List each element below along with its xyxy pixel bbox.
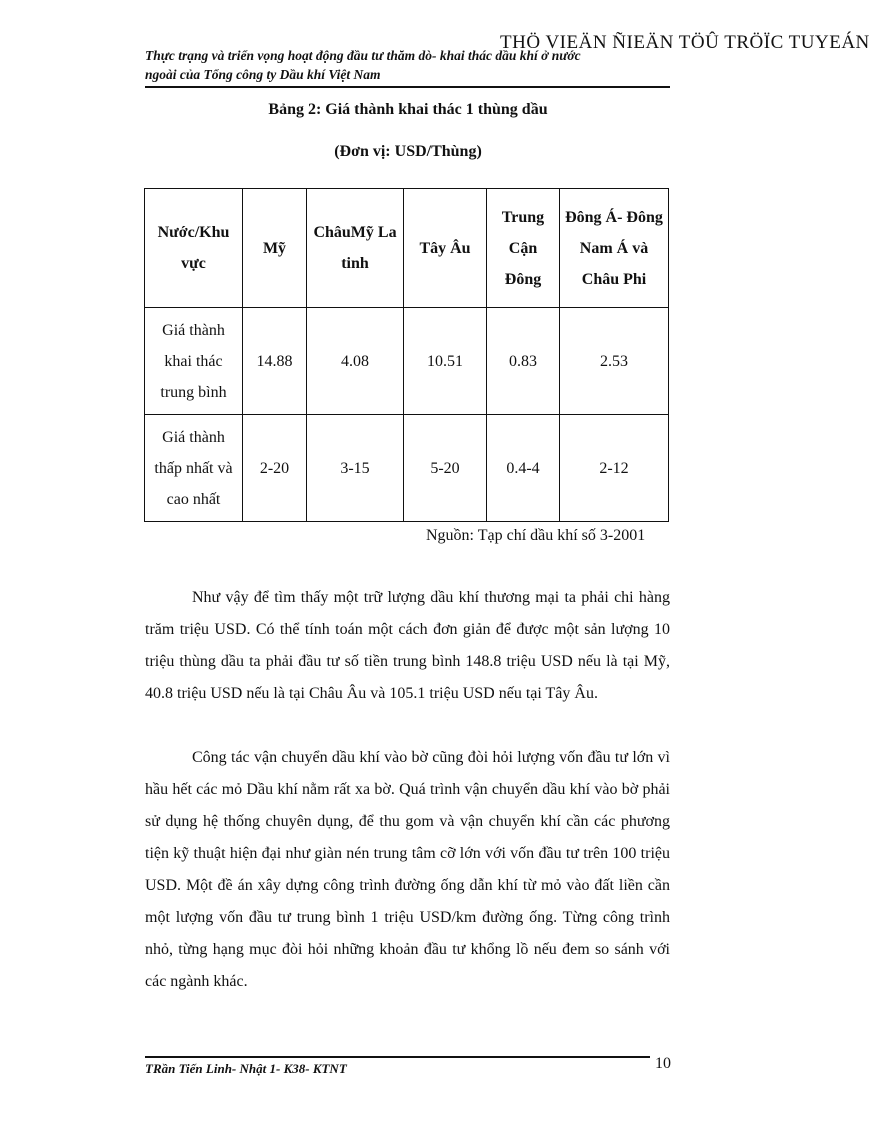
row-label: Giá thành khai thác trung bình [145,308,243,415]
table-cell: 10.51 [404,308,487,415]
header-line-2: ngoài của Tổng công ty Dầu khí Việt Nam [145,67,381,82]
footer-author: TRần Tiến Linh- Nhật 1- K38- KTNT [145,1061,347,1076]
header-divider [145,86,670,88]
running-header [145,46,675,84]
header-cell-western-europe: Tây Âu [404,189,487,308]
table-cell: 2-12 [560,415,669,522]
header-cell-asia-africa: Đông Á- Đông Nam Á và Châu Phi [560,189,669,308]
table-cell: 0.83 [487,308,560,415]
table-cell: 14.88 [243,308,307,415]
header-cell-latin-america: ChâuMỹ La tinh [307,189,404,308]
table-row [145,415,669,522]
header-cell-usa: Mỹ [243,189,307,308]
body-paragraph: Công tác vận chuyển dầu khí vào bờ cũng đòi hỏi lượng vốn đầu tư lớn vì hầu hết các mỏ Dầu khí nằm rất xa bờ. Quá trình vận chuyển dầu khí vào bờ phải sử dụng hệ thống chuyên dụng, để thu gom và vận chuyển khí cần các phương tiện kỹ thuật hiện đại như giàn nén trung tâm cỡ lớn với vốn đầu tư trên 100 triệu USD. Một đề án xây dựng công trình đường ống dẫn khí từ mỏ vào đất liền cần một lượng vốn đầu tư trung bình 1 triệu USD/km đường ống. Từng công trình nhỏ, từng hạng mục đòi hỏi những khoản đầu tư khổng lồ nếu đem so sánh với các ngành khác. [145,749,670,990]
page-number: 10 [655,1055,671,1072]
table-header-row [145,189,669,308]
watermark-text: THÖ VIEÄN ÑIEÄN TÖÛ TRÖÏC TUYEÁN [500,32,870,53]
header-line-1: Thực trạng và triển vọng hoạt động đầu tư thăm dò- khai thác dầu khí ở nước [145,48,581,63]
table-cell: 5-20 [404,415,487,522]
header-cell-region: Nước/Khu vực [145,189,243,308]
table-title: Bảng 2: Giá thành khai thác 1 thùng dầu [268,101,548,118]
table-unit: (Đơn vị: USD/Thùng) [334,143,482,160]
table-cell: 3-15 [307,415,404,522]
table-cell: 4.08 [307,308,404,415]
body-paragraph: Như vậy để tìm thấy một trữ lượng dầu khí thương mại ta phải chi hàng trăm triệu USD. Có thể tính toán một cách đơn giản để được một sản lượng 10 triệu thùng dầu ta phải đầu tư số tiền trung bình 148.8 triệu USD nếu là tại Mỹ, 40.8 triệu USD nếu là tại Châu Âu và 105.1 triệu USD nếu tại Tây Âu. [145,589,670,702]
table-cell: 0.4-4 [487,415,560,522]
table-cell: 2.53 [560,308,669,415]
header-cell-middle-east: Trung Cận Đông [487,189,560,308]
row-label: Giá thành thấp nhất và cao nhất [145,415,243,522]
table-source: Nguồn: Tạp chí dầu khí số 3-2001 [426,527,646,544]
table-cell: 2-20 [243,415,307,522]
footer-divider [145,1056,650,1058]
cost-table [144,188,669,522]
table-row [145,308,669,415]
